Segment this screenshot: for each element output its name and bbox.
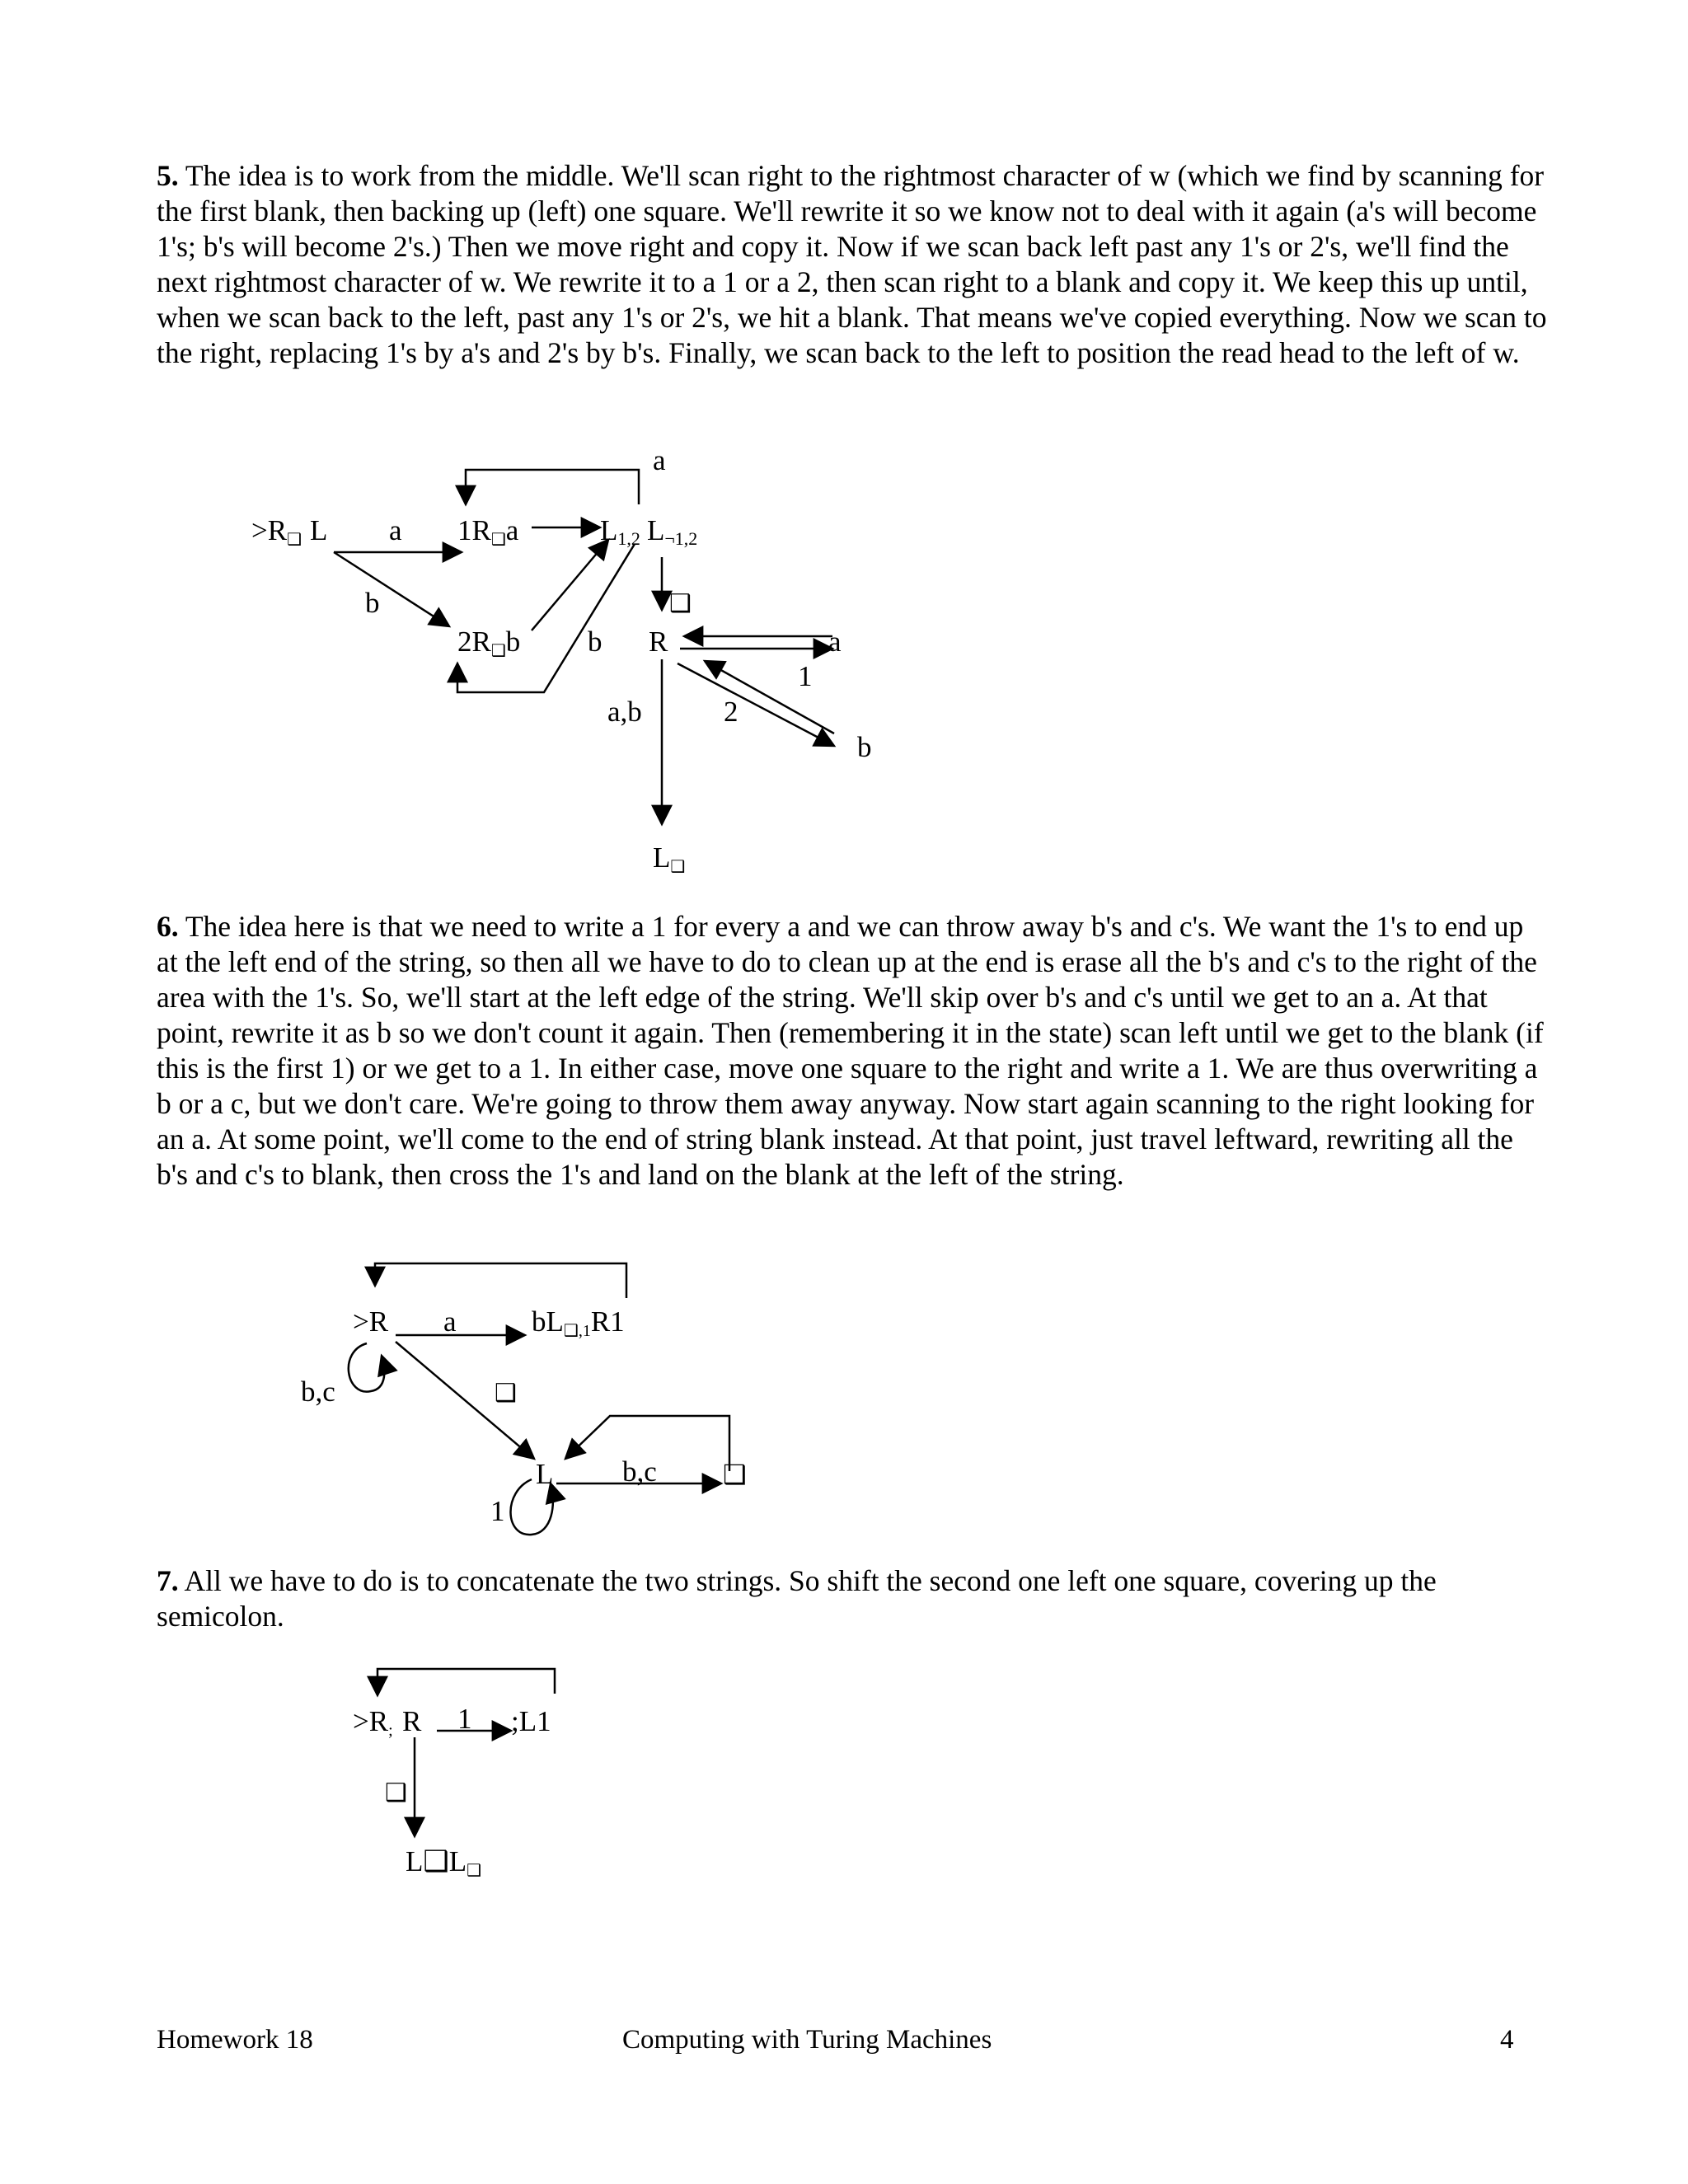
problem-6-number: 6. xyxy=(157,910,179,943)
problem-6-text: The idea here is that we need to write a 1 for every a and we can throw away b's and c's. We want the 1's to end up at the left end of the string, so then all we have to do to clean up at the end is erase all the b's and c's to the right of the area with the 1's. So, we'll start at the left edge of the string. We'll skip over b's and c's until we get to an a. At that point, rewrite it as b so we don't count it again. Then (remembering it in the state) scan left until we get to the blank (if this is the first 1) or we get to a 1. In either case, move one square to the right and write a 1. We are thus overwriting a b or a c, but we don't care. We're going to throw them away anyway. Now start again scanning to the right looking for an a. At some point, we'll come to the end of string blank instead. At that point, just travel leftward, rewriting all the b's and c's to blank, then cross the 1's and land on the blank at the left of the string. xyxy=(157,910,1544,1191)
node-start: >R; xyxy=(353,1705,393,1740)
label-bc2: b,c xyxy=(622,1455,657,1488)
node-bL: bL❑,1R1 xyxy=(532,1305,625,1340)
label-bc: b,c xyxy=(301,1376,335,1408)
label-a: a xyxy=(389,514,402,546)
node-Lnot12: L¬1,2 xyxy=(647,514,698,549)
label-b-back: b xyxy=(588,626,603,658)
label-ab: a,b xyxy=(607,696,642,728)
label-blank: ❑ xyxy=(669,590,692,617)
node-blank: ❑ xyxy=(723,1460,747,1489)
footer-left: Homework 18 xyxy=(157,2025,313,2055)
node-R: R xyxy=(402,1705,422,1737)
label-a: a xyxy=(443,1305,457,1338)
footer-center: Computing with Turing Machines xyxy=(622,2025,992,2055)
label-a-right: a xyxy=(828,626,842,658)
node-L12: L1,2 xyxy=(600,514,640,549)
label-blank: ❑ xyxy=(385,1779,407,1807)
node-start: >R xyxy=(353,1305,389,1338)
page-number: 4 xyxy=(1500,2025,1514,2055)
node-L1: ;L1 xyxy=(511,1705,551,1737)
label-b: b xyxy=(365,587,380,619)
node-Lblank: L❑ xyxy=(653,841,686,876)
label-2: 2 xyxy=(724,696,738,728)
label-blank: ❑ xyxy=(495,1380,517,1407)
node-R: R xyxy=(649,626,668,658)
node-L: L xyxy=(536,1458,554,1490)
node-start: >R❑ L xyxy=(251,514,328,549)
label-b-right: b xyxy=(857,731,872,763)
edge-return-top xyxy=(377,1669,555,1695)
problem-7-number: 7. xyxy=(157,1564,179,1597)
label-1: 1 xyxy=(490,1495,505,1527)
label-a-top: a xyxy=(653,444,666,476)
problem-7-text: All we have to do is to concatenate the two strings. So shift the second one left one square, covering up the semicolon. xyxy=(157,1564,1437,1633)
label-1: 1 xyxy=(457,1703,472,1735)
problem-5-number: 5. xyxy=(157,159,179,192)
node-1Ra: 1R❑a xyxy=(457,514,519,549)
problem-5-text: The idea is to work from the middle. We'll scan right to the rightmost character of w (which we find by scanning for the first blank, then backing up (left) one square. We'll rewrite it so we know not to deal with it again (a's will become 1's; b's will become 2's.) Then we move right and copy it. Now if we scan back left past any 1's or 2's, we'll find the next rightmost character of w. We rewrite it to a 1 or a 2, then scan right to a blank and copy it. We keep this up until, when we scan back to the left, past any 1's or 2's, we hit a blank. That means we've copied everything. Now we scan to the right, replacing 1's by a's and 2's by b's. Finally, we scan back to the left to position the read head to the left of w. xyxy=(157,159,1547,369)
label-1: 1 xyxy=(798,660,813,692)
node-end: L❑L❑ xyxy=(406,1845,482,1880)
node-2Rb: 2R❑b xyxy=(457,626,521,660)
